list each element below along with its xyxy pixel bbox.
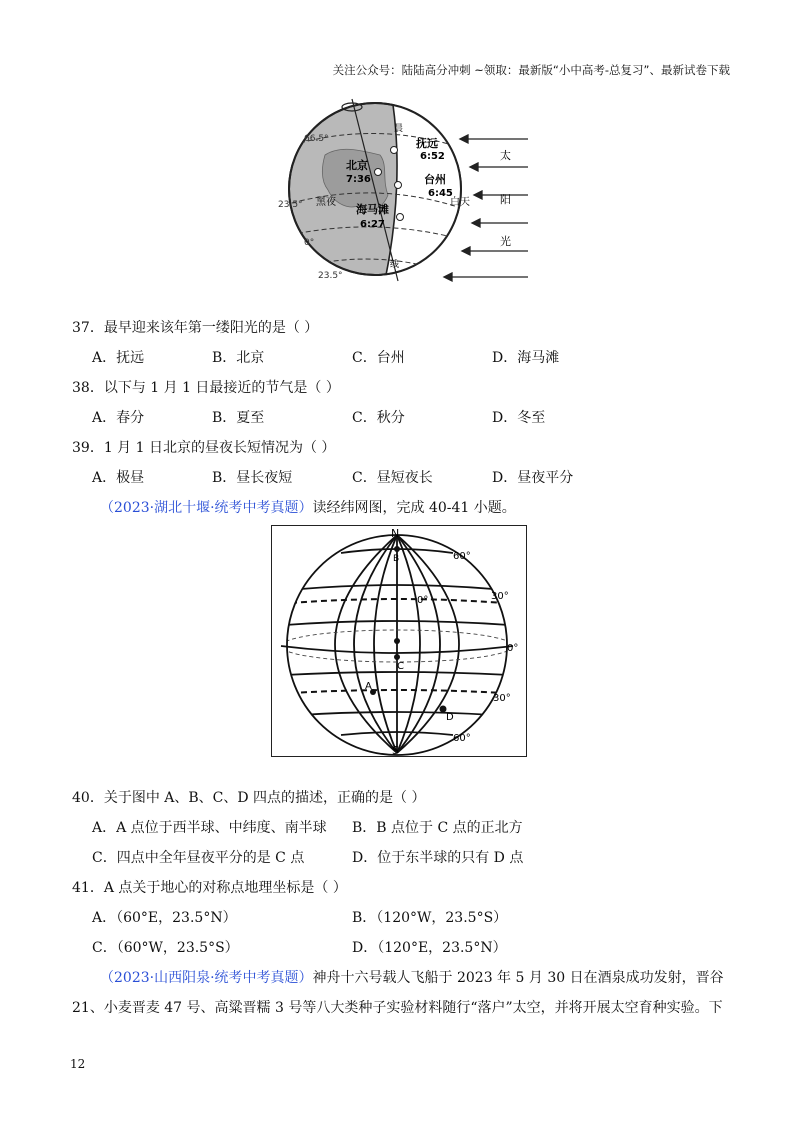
question-38: 38．以下与 1 月 1 日最接近的节气是（ ） (72, 380, 340, 396)
lat-label: 23.5° (318, 271, 343, 281)
q37-option-a[interactable]: A．抚远 (92, 350, 145, 366)
point-label: C (397, 661, 404, 672)
sunlight-char: 阳 (500, 193, 511, 206)
terminator-char: 线 (390, 260, 400, 270)
q37-option-b[interactable]: B．北京 (212, 350, 265, 366)
source-text: 读经纬网图，完成 40-41 小题。 (312, 500, 516, 516)
q40-option-d[interactable]: D．位于东半球的只有 D 点 (352, 850, 524, 866)
lat-label: 23.5° (278, 200, 303, 210)
point-label: D (446, 712, 454, 723)
q37-option-c[interactable]: C．台州 (352, 350, 405, 366)
day-label: 白天 (450, 197, 470, 208)
globe-sunlight-figure (270, 95, 532, 287)
point-c-equator-dot (394, 654, 400, 660)
place-label: 抚远 (416, 137, 438, 150)
q38-option-d[interactable]: D．冬至 (492, 410, 546, 426)
lat-label: 30° (493, 693, 511, 704)
lat-label: 60° (453, 733, 471, 744)
q41-option-a[interactable]: A．（60°E，23.5°N） (92, 910, 237, 926)
source-text: 神舟十六号载人飞船于 2023 年 5 月 30 日在酒泉成功发射，晋谷 (312, 970, 724, 986)
q38-option-c[interactable]: C．秋分 (352, 410, 405, 426)
sunlight-char: 太 (500, 149, 511, 162)
place-time: 6:27 (360, 219, 385, 230)
pole-label: S (392, 744, 399, 757)
point-label: A (365, 681, 372, 692)
point-b-dot (394, 546, 400, 552)
night-label: 黑夜 (316, 197, 336, 208)
question-41: 41．A 点关于地心的对称点地理坐标是（ ） (72, 880, 347, 896)
q39-option-a[interactable]: A．极昼 (92, 470, 145, 486)
terminator-char: 晨 (394, 124, 404, 134)
lat-label: 0° (304, 238, 315, 248)
q38-option-a[interactable]: A．春分 (92, 410, 145, 426)
q40-option-c[interactable]: C．四点中全年昼夜平分的是 C 点 (92, 850, 305, 866)
point-label: B (393, 554, 400, 564)
source-tag: （2023·湖北十堰·统考中考真题） (100, 500, 313, 516)
q41-option-b[interactable]: B．（120°W，23.5°S） (352, 910, 508, 926)
lat-label: 30° (491, 591, 509, 602)
graticule-figure (271, 525, 527, 757)
point-c-dot (394, 638, 400, 644)
question-39: 39．1 月 1 日北京的昼夜长短情况为（ ） (72, 440, 336, 456)
place-label: 北京 (346, 159, 368, 172)
source-line-1 (100, 497, 516, 517)
q41-option-d[interactable]: D．（120°E，23.5°N） (352, 940, 507, 956)
place-time: 6:52 (420, 151, 445, 162)
sunlight-char: 光 (500, 235, 511, 248)
lat-label: 0° (417, 595, 429, 606)
place-label: 海马滩 (356, 203, 389, 216)
pole-label: N (391, 527, 400, 540)
question-40: 40．关于图中 A、B、C、D 四点的描述，正确的是（ ） (72, 790, 426, 806)
q37-option-d[interactable]: D．海马滩 (492, 350, 560, 366)
header-note: 关注公众号：陆陆高分冲刺 ~领取：最新版“小中高考-总复习”、最新试卷下载 (332, 63, 730, 77)
place-label: 台州 (424, 173, 446, 186)
place-time: 6:45 (428, 188, 453, 199)
question-37: 37．最早迎来该年第一缕阳光的是（ ） (72, 320, 319, 336)
q40-option-b[interactable]: B．B 点位于 C 点的正北方 (352, 820, 523, 836)
q38-option-b[interactable]: B．夏至 (212, 410, 265, 426)
q39-option-d[interactable]: D．昼夜平分 (492, 470, 574, 486)
q39-option-c[interactable]: C．昼短夜长 (352, 470, 433, 486)
lat-label: 0° (507, 643, 519, 654)
source-tag: （2023·山西阳泉·统考中考真题） (100, 970, 313, 986)
q41-option-c[interactable]: C．（60°W，23.5°S） (92, 940, 239, 956)
q40-option-a[interactable]: A．A 点位于西半球、中纬度、南半球 (92, 820, 327, 836)
page-number: 12 (70, 1057, 86, 1071)
lat-label: 66.5° (304, 134, 329, 144)
place-time: 7:36 (346, 174, 371, 185)
source-line-2-continued: 21、小麦晋麦 47 号、高粱晋糯 3 号等八大类种子实验材料随行“落户”太空，并将开展太空育种实验。下 (72, 1000, 723, 1016)
lat-label: 60° (453, 551, 471, 562)
q39-option-b[interactable]: B．昼长夜短 (212, 470, 293, 486)
source-line-2 (100, 967, 724, 987)
